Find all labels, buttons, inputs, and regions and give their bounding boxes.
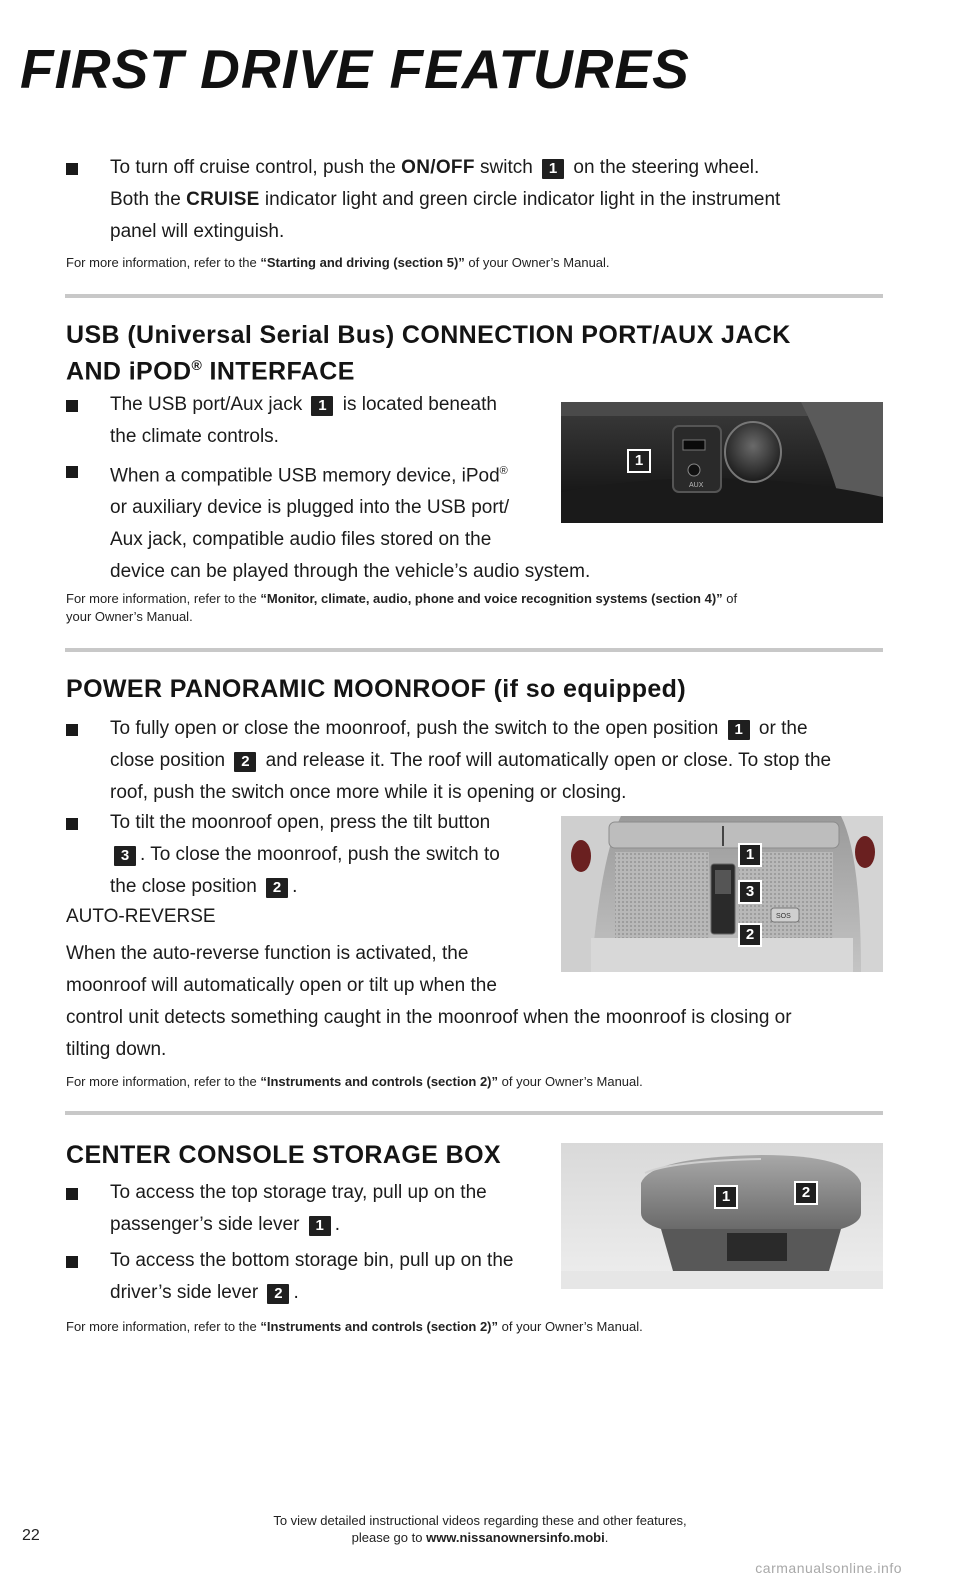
cruise-bullet <box>68 152 780 248</box>
page-number: 22 <box>22 1527 40 1544</box>
console-heading: CENTER CONSOLE STORAGE BOX <box>66 1141 501 1169</box>
section-divider <box>65 1111 883 1115</box>
page-title: FIRST DRIVE FEATURES <box>20 38 690 100</box>
aux-label: AUX <box>689 482 704 489</box>
moonroof-heading: POWER PANORAMIC MOONROOF (if so equipped) <box>66 675 687 703</box>
callout-badge: 2 <box>267 1284 289 1304</box>
watermark: carmanualsonline.info <box>755 1560 902 1576</box>
photo-callout-1: 1 <box>714 1185 738 1209</box>
bullet-marker <box>66 1256 78 1268</box>
callout-badge: 3 <box>114 846 136 866</box>
usb-port-photo <box>561 402 883 523</box>
footer-link[interactable]: www.nissanownersinfo.mobi <box>426 1530 605 1545</box>
console-bullet-1: To access the top storage tray, pull up on the passenger’s side lever 1 . <box>68 1177 487 1241</box>
sos-label: SOS <box>776 913 791 920</box>
photo-callout-1: 1 <box>738 843 762 867</box>
bullet-marker <box>66 400 78 412</box>
moonroof-reference: For more information, refer to the “Instruments and controls (section 2)” of your Owner’s Manual. <box>66 1074 643 1089</box>
moonroof-bullet-1: To fully open or close the moonroof, push the switch to the open position 1 or the close position 2 and release it. The roof will automatically open or close. To stop the roof, push the switch once more while it is opening or closing. <box>68 713 831 809</box>
console-box-photo <box>561 1143 883 1289</box>
photo-callout-2: 2 <box>738 923 762 947</box>
photo-callout-1: 1 <box>627 449 651 473</box>
callout-badge: 2 <box>234 752 256 772</box>
callout-badge: 1 <box>309 1216 331 1236</box>
section-divider <box>65 648 883 652</box>
bullet-marker <box>66 466 78 478</box>
section-divider <box>65 294 883 298</box>
usb-heading: USB (Universal Serial Bus) CONNECTION PORT/AUX JACK AND iPOD® INTERFACE <box>66 321 791 386</box>
moonroof-switch-photo <box>561 816 883 972</box>
usb-reference: For more information, refer to the “Monitor, climate, audio, phone and voice recognition systems (section 4)” of your Owner’s Manual. <box>66 591 738 624</box>
auto-reverse-paragraph: When the auto-reverse function is activated, the moonroof will automatically open or tilt up when the control unit detects something caught in the moonroof when the moonroof is closing or tilting down. <box>66 943 792 1060</box>
moonroof-bullet-2: To tilt the moonroof open, press the tilt button 3 . To close the moonroof, push the switch to the close position 2 . <box>68 807 500 903</box>
photo-callout-2: 2 <box>794 1181 818 1205</box>
callout-badge: 1 <box>728 720 750 740</box>
callout-badge: 1 <box>542 159 564 179</box>
footer-note: To view detailed instructional videos regarding these and other features, please go to www.nissanownersinfo.mobi. <box>273 1513 687 1545</box>
bullet-marker <box>66 163 78 175</box>
bullet-marker <box>66 818 78 830</box>
photo-callout-3: 3 <box>738 880 762 904</box>
cruise-line-3: panel will extinguish. <box>110 221 285 242</box>
console-bullet-2: To access the bottom storage bin, pull up on the driver’s side lever 2 . <box>68 1245 513 1309</box>
cruise-reference: For more information, refer to the “Starting and driving (section 5)” of your Owner’s Manual. <box>66 255 610 270</box>
usb-bullet-1: The USB port/Aux jack 1 is located beneath the climate controls. <box>68 389 497 453</box>
auto-reverse-subhead: AUTO-REVERSE <box>66 906 216 927</box>
console-reference: For more information, refer to the “Instruments and controls (section 2)” of your Owner’s Manual. <box>66 1319 643 1334</box>
usb-bullet-2: When a compatible USB memory device, iPod® or auxiliary device is plugged into the USB port/ Aux jack, compatible audio files stored on the device can be played through the vehicle’s audio system. <box>68 455 590 588</box>
bullet-marker <box>66 724 78 736</box>
cruise-line-2: Both the CRUISE indicator light and green circle indicator light in the instrument <box>110 189 781 210</box>
bullet-marker <box>66 1188 78 1200</box>
callout-badge: 1 <box>311 396 333 416</box>
callout-badge: 2 <box>266 878 288 898</box>
cruise-line-1: To turn off cruise control, push the ON/OFF switch 1 on the steering wheel. <box>110 157 760 178</box>
